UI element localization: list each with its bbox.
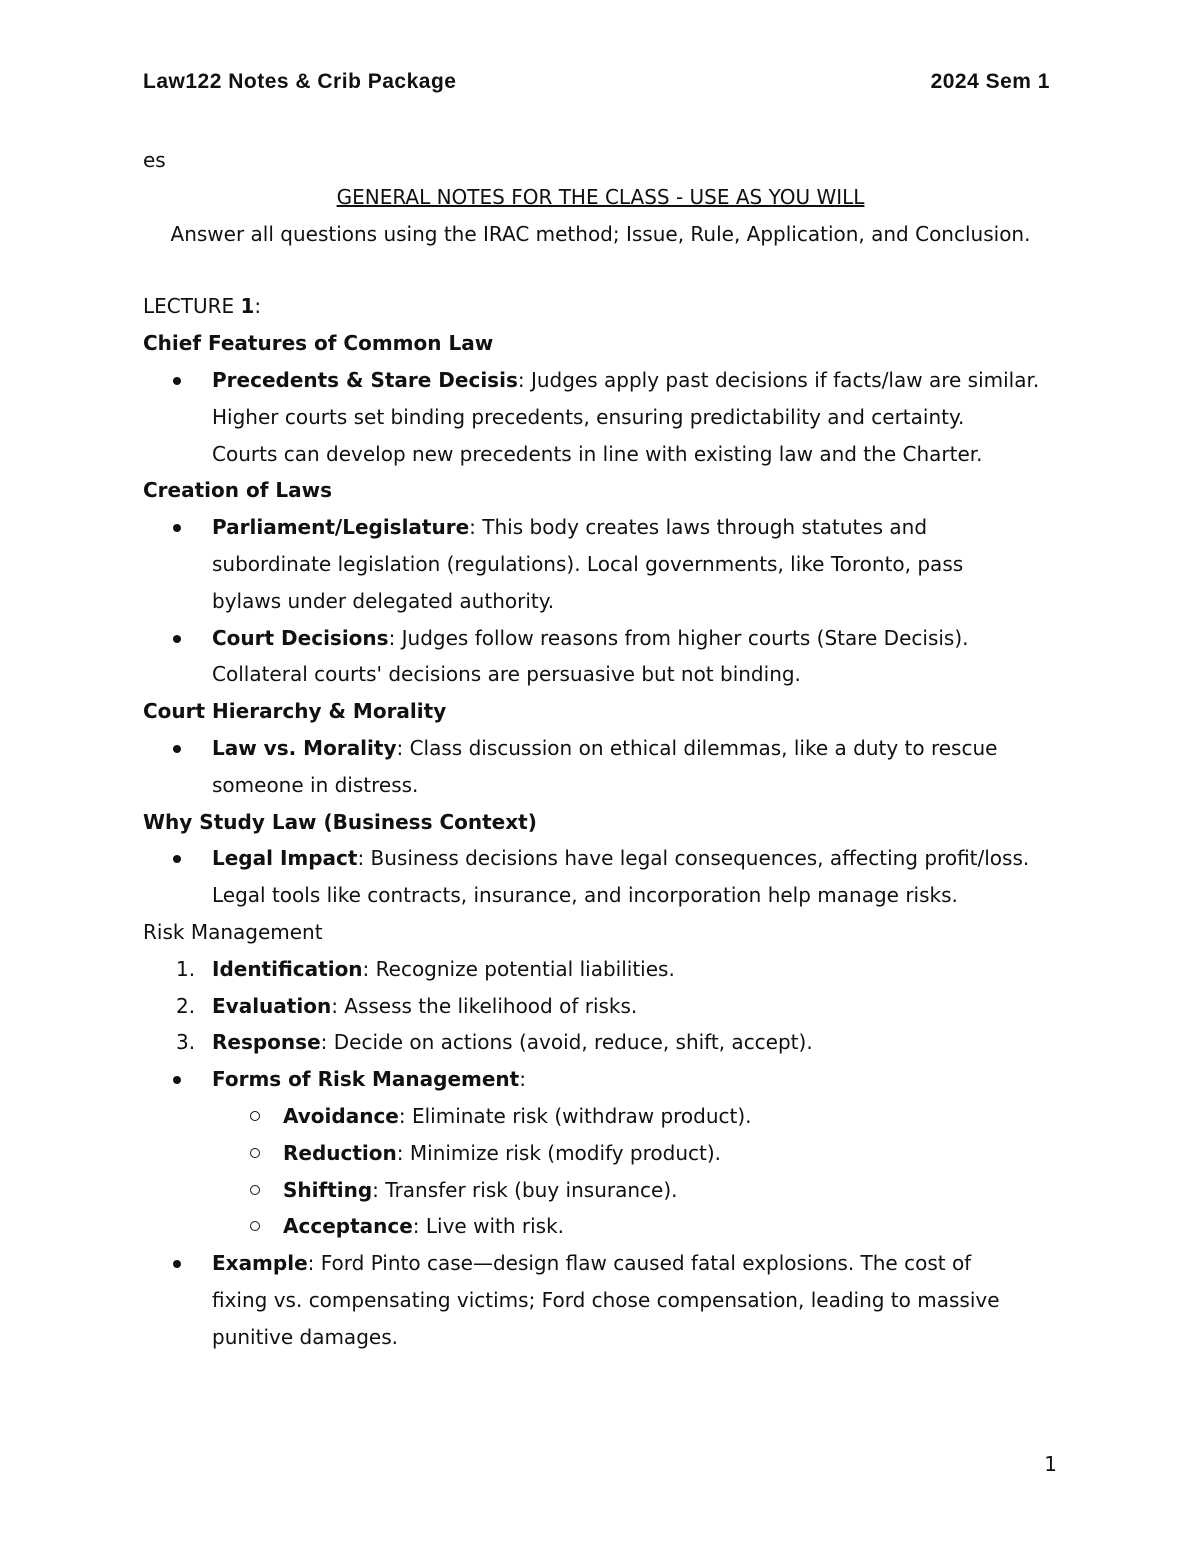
item-term: Law vs. Morality xyxy=(212,735,397,760)
item-text: : Ford Pinto case—design flaw caused fatal explosions. The cost of xyxy=(307,1251,972,1276)
item-text: someone in distress. xyxy=(212,772,419,797)
section-heading-why-study: Why Study Law (Business Context) xyxy=(143,809,537,834)
item-term: Reduction xyxy=(283,1140,397,1165)
sub-list-item xyxy=(143,1172,1063,1209)
sub-list-item xyxy=(143,1208,1063,1245)
numbered-item xyxy=(143,951,1063,988)
item-term: Forms of Risk Management xyxy=(212,1067,520,1092)
item-term: Legal Impact xyxy=(212,846,358,871)
item-text: : Decide on actions (avoid, reduce, shift, accept). xyxy=(320,1030,813,1055)
sub-list-item xyxy=(143,1135,1063,1172)
item-text: bylaws under delegated authority. xyxy=(212,588,555,613)
item-text: : Assess the likelihood of risks. xyxy=(331,993,638,1018)
list-item xyxy=(143,1245,1063,1355)
item-text: : Judges follow reasons from higher courts (Stare Decisis). xyxy=(388,625,969,650)
item-text: Higher courts set binding precedents, ensuring predictability and certainty. xyxy=(212,404,965,429)
lecture-label: LECTURE xyxy=(143,294,241,319)
item-text: : Recognize potential liabilities. xyxy=(362,956,675,981)
section-heading-risk: Risk Management xyxy=(143,919,323,944)
item-text: punitive damages. xyxy=(212,1324,398,1349)
item-term: Response xyxy=(212,1030,321,1055)
item-text: : xyxy=(519,1067,526,1092)
list-number: 1. xyxy=(176,956,196,981)
lecture-heading xyxy=(143,288,1063,325)
item-text: : Eliminate risk (withdraw product). xyxy=(398,1103,752,1128)
item-text: : Business decisions have legal consequences, affecting profit/loss. xyxy=(357,846,1030,871)
item-text: subordinate legislation (regulations). Local governments, like Toronto, pass xyxy=(212,551,964,576)
list-item xyxy=(143,1061,1063,1098)
item-text: Courts can develop new precedents in line with existing law and the Charter. xyxy=(212,441,983,466)
intro-text: Answer all questions using the IRAC method; Issue, Rule, Application, and Conclusion. xyxy=(170,221,1031,246)
item-term: Evaluation xyxy=(212,993,332,1018)
item-text: : Live with risk. xyxy=(412,1214,565,1239)
item-term: Acceptance xyxy=(283,1214,413,1239)
list-item xyxy=(143,620,1063,694)
section-heading-hierarchy: Court Hierarchy & Morality xyxy=(143,699,447,724)
item-term: Precedents & Stare Decisis xyxy=(212,367,518,392)
header-term: 2024 Sem 1 xyxy=(930,70,1050,93)
item-term: Shifting xyxy=(283,1177,373,1202)
hollow-bullet-icon xyxy=(250,1185,260,1195)
item-text: : Class discussion on ethical dilemmas, like a duty to rescue xyxy=(396,735,998,760)
document-body xyxy=(143,142,1063,1356)
section-heading-creation: Creation of Laws xyxy=(143,478,332,503)
list-number: 2. xyxy=(176,993,196,1018)
item-term: Parliament/Legislature xyxy=(212,515,470,540)
list-item xyxy=(143,362,1063,472)
item-term: Avoidance xyxy=(283,1103,399,1128)
hollow-bullet-icon xyxy=(250,1148,260,1158)
text-fragment: es xyxy=(143,148,166,172)
item-text: : Minimize risk (modify product). xyxy=(396,1140,721,1165)
numbered-item xyxy=(143,1024,1063,1061)
item-term: Identification xyxy=(212,956,363,981)
item-text: : Judges apply past decisions if facts/law are similar. xyxy=(517,367,1040,392)
document-title: GENERAL NOTES FOR THE CLASS - USE AS YOU WILL xyxy=(336,184,865,209)
spacer xyxy=(143,252,1063,288)
list-number: 3. xyxy=(176,1030,196,1055)
list-item xyxy=(143,509,1063,619)
item-text: : Transfer risk (buy insurance). xyxy=(372,1177,678,1202)
item-term: Example xyxy=(212,1251,308,1276)
item-text: Legal tools like contracts, insurance, and incorporation help manage risks. xyxy=(212,883,958,908)
section-heading-common-law: Chief Features of Common Law xyxy=(143,331,494,356)
lecture-number: 1 xyxy=(240,294,255,319)
list-item xyxy=(143,730,1063,804)
item-text: Collateral courts' decisions are persuasive but not binding. xyxy=(212,662,801,687)
header-course-title: Law122 Notes & Crib Package xyxy=(143,70,457,93)
numbered-item xyxy=(143,988,1063,1025)
hollow-bullet-icon xyxy=(250,1111,260,1121)
hollow-bullet-icon xyxy=(250,1221,260,1231)
list-item xyxy=(143,840,1063,914)
sub-list-item xyxy=(143,1098,1063,1135)
lecture-colon: : xyxy=(254,294,262,319)
item-text: : This body creates laws through statutes and xyxy=(469,515,928,540)
page-number: 1 xyxy=(1044,1452,1057,1476)
item-term: Court Decisions xyxy=(212,625,389,650)
item-text: fixing vs. compensating victims; Ford chose compensation, leading to massive xyxy=(212,1287,1000,1312)
